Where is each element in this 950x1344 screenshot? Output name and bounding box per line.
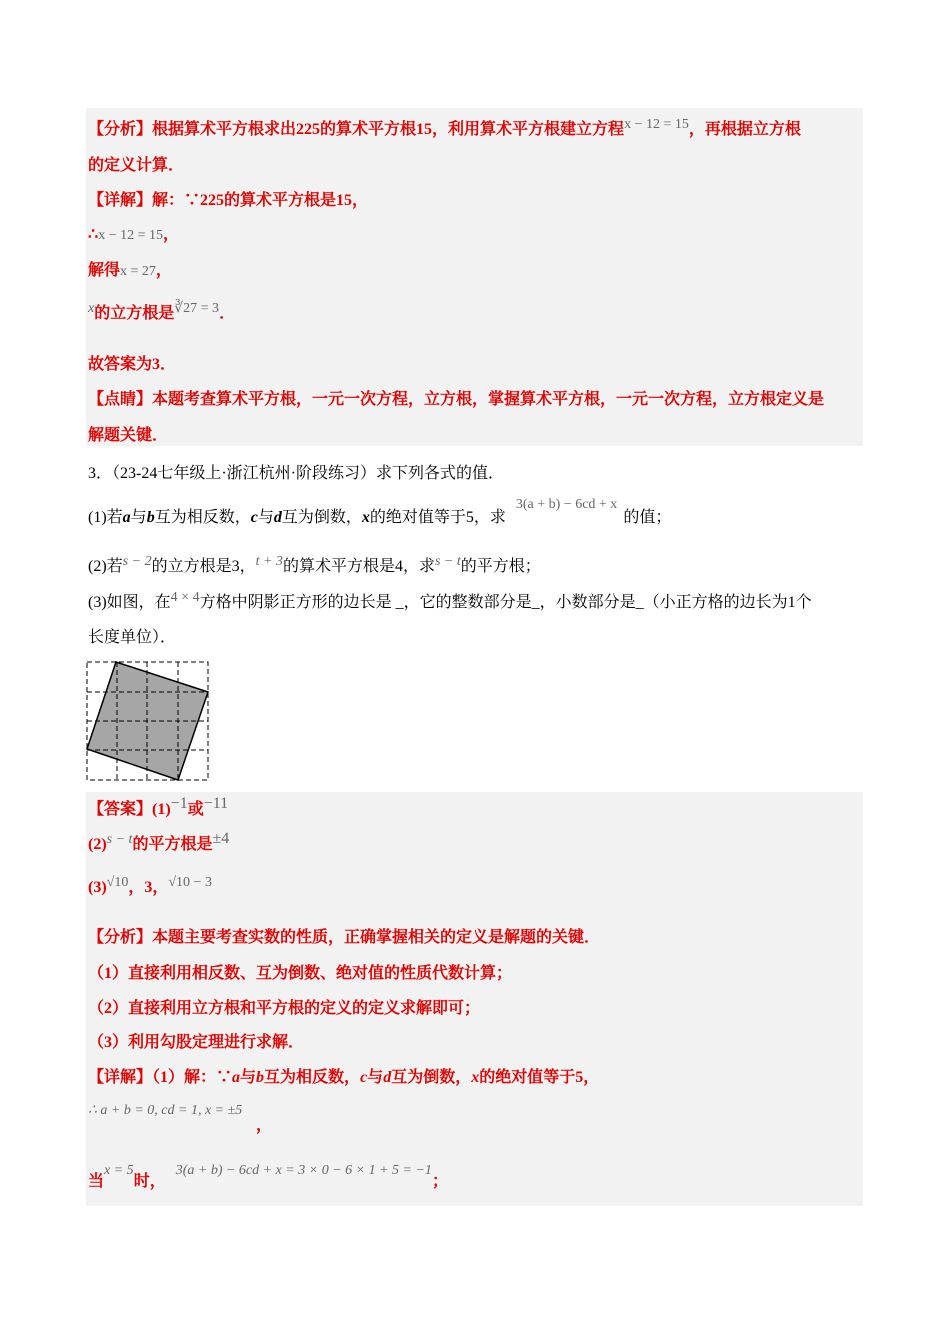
answer-line: 故答案为3． [88,356,177,373]
a3-pre: (3) [88,879,107,896]
q1-pre: (1)若 [88,509,123,526]
var-x: x [361,509,370,526]
equation-cube-root: ∛27 = 3 [174,301,220,316]
question-part-3 [88,590,812,614]
d1-t4: 互为倒数， [391,1069,472,1086]
analysis-tag: 【分析】 [88,121,153,138]
detail2-tag: 【详解】 [88,1069,153,1086]
comma: ， [155,262,172,279]
num-225: 225 [296,121,321,138]
analysis-text-4: ，再根据立方根 [688,121,801,138]
or-text: 或 [187,801,204,818]
analysis2-line [88,928,600,948]
when-text: 当 [88,1173,105,1190]
d1-t3: 与 [367,1069,384,1086]
detail-tag: 【详解】 [88,192,153,209]
q2-t2: 的算术平方根是4，求 [282,558,435,575]
val-minus-11: −11 [203,795,229,812]
detail-text: 解：∵225的算术平方根是15， [152,192,369,209]
var-b: b [146,509,155,526]
period: ． [219,305,236,322]
q3-text: 方格中阴影正方形的边长是 _，它的整数部分是_，小数部分是_（小正方格的边长为1个 [199,594,812,611]
analysis-line [88,117,801,141]
question-part-2 [88,554,541,578]
analysis2-item-3: （3）利用勾股定理进行求解． [88,1034,305,1051]
q1-t3: 与 [257,509,274,526]
q1-t2: 互为相反数， [154,509,251,526]
expr-4x4: 4 × 4 [170,590,200,605]
q1-t5: 的绝对值等于5，求 [369,509,506,526]
detail-line [88,191,368,211]
q1-t1: 与 [130,509,147,526]
cube-root-text: 的立方根是 [94,305,175,322]
q1-t4: 互为倒数， [281,509,362,526]
a2-text: 的平方根是 [132,836,213,853]
expr-s-2: s − 2 [122,554,152,569]
expr-s-t: s − t [434,554,461,569]
expr-s-t-answer: s − t [106,832,133,847]
var-x-2: x [471,1069,480,1086]
sqrt-10-minus-3: √10 − 3 [168,875,212,890]
expr-final-calc: 3(a + b) − 6cd + x = 3 × 0 − 6 × 1 + 5 = −1 [175,1163,432,1178]
comment-text: 本题考查算术平方根，一元一次方程，立方根，掌握算术平方根，一元一次方程，立方根定义是 [152,391,825,408]
step-line-1 [88,225,179,246]
val-minus-1: −1 [170,795,188,812]
analysis-line-2: 的定义计算． [88,157,185,174]
equation-step-1: x − 12 = 15 [98,228,163,243]
semicolon: ； [431,1173,448,1190]
analysis-text-3: ，利用算术平方根建立方程 [432,121,625,138]
answer-tag: 【答案】 [88,801,153,818]
a2-pre: (2) [88,836,107,853]
detail2-step-1 [88,1100,242,1121]
when-mid: 时， [133,1173,166,1190]
var-c: c [250,509,258,526]
step-line-3 [88,301,236,325]
expr-t-3: t + 3 [255,554,283,569]
comment-line-2: 解题关键． [88,427,169,444]
expr-sum-zero: ∴ a + b = 0, cd = 1, x = ±5 [88,1103,243,1118]
analysis2-tag: 【分析】 [88,929,153,946]
comment-line-1 [88,390,824,410]
analysis2-text: 本题主要考查实数的性质，正确掌握相关的定义是解题的关键． [152,929,601,946]
analysis-text-2: 的算术平方根 [320,121,417,138]
var-x: x [88,301,95,316]
q1-post: 的值； [623,509,672,526]
q2-t3: 的平方根； [460,558,541,575]
var-c-2: c [360,1069,368,1086]
analysis-text-1: 根据算术平方根求出 [152,121,297,138]
comma: ， [162,226,179,243]
equation-x-27: x = 27 [120,264,156,279]
q2-pre: (2)若 [88,558,123,575]
solve-label: 解得 [88,262,121,279]
d1-t5: 的绝对值等于5， [479,1069,600,1086]
expr-x-5: x = 5 [104,1163,134,1178]
a3-sep: ，3， [128,879,169,896]
answer-line-1 [88,795,229,820]
equation-x-12: x − 12 = 15 [624,117,689,132]
question-title: 3．（23-24七年级上·浙江杭州·阶段练习）求下列各式的值． [88,465,504,482]
var-b-2: b [256,1069,265,1086]
d1-t2: 互为相反数， [264,1069,361,1086]
answer-line-2 [88,830,230,856]
comma-line: ， [256,1117,273,1134]
expression-q1: 3(a + b) − 6cd + x [515,497,618,512]
var-d: d [273,509,282,526]
sqrt-10: √10 [106,875,129,890]
question-part-1 [88,497,672,529]
var-a-2: a [232,1069,241,1086]
question-part-3-cont: 长度单位）． [88,629,177,646]
answer-line-3 [88,875,212,899]
q3-pre: (3)如图，在 [88,594,171,611]
d1-t1: 与 [240,1069,257,1086]
analysis2-item-1: （1）直接利用相反数、互为倒数、绝对值的性质代数计算； [88,965,513,982]
var-d-2: d [383,1069,392,1086]
num-15: 15 [416,121,433,138]
detail2-line [88,1068,599,1088]
a1-pre: (1) [152,801,171,818]
comment-tag: 【点睛】 [88,391,153,408]
step-line-2 [88,261,172,282]
analysis2-item-2: （2）直接利用立方根和平方根的定义的定义求解即可； [88,1000,481,1017]
detail2-step-2 [88,1163,448,1193]
grid-figure [84,658,212,782]
var-a: a [122,509,131,526]
therefore-symbol: ∴ [88,226,99,243]
d1-pre: （1）解：∵ [152,1069,233,1086]
val-pm-4: ±4 [212,830,230,847]
q2-t1: 的立方根是3， [151,558,256,575]
